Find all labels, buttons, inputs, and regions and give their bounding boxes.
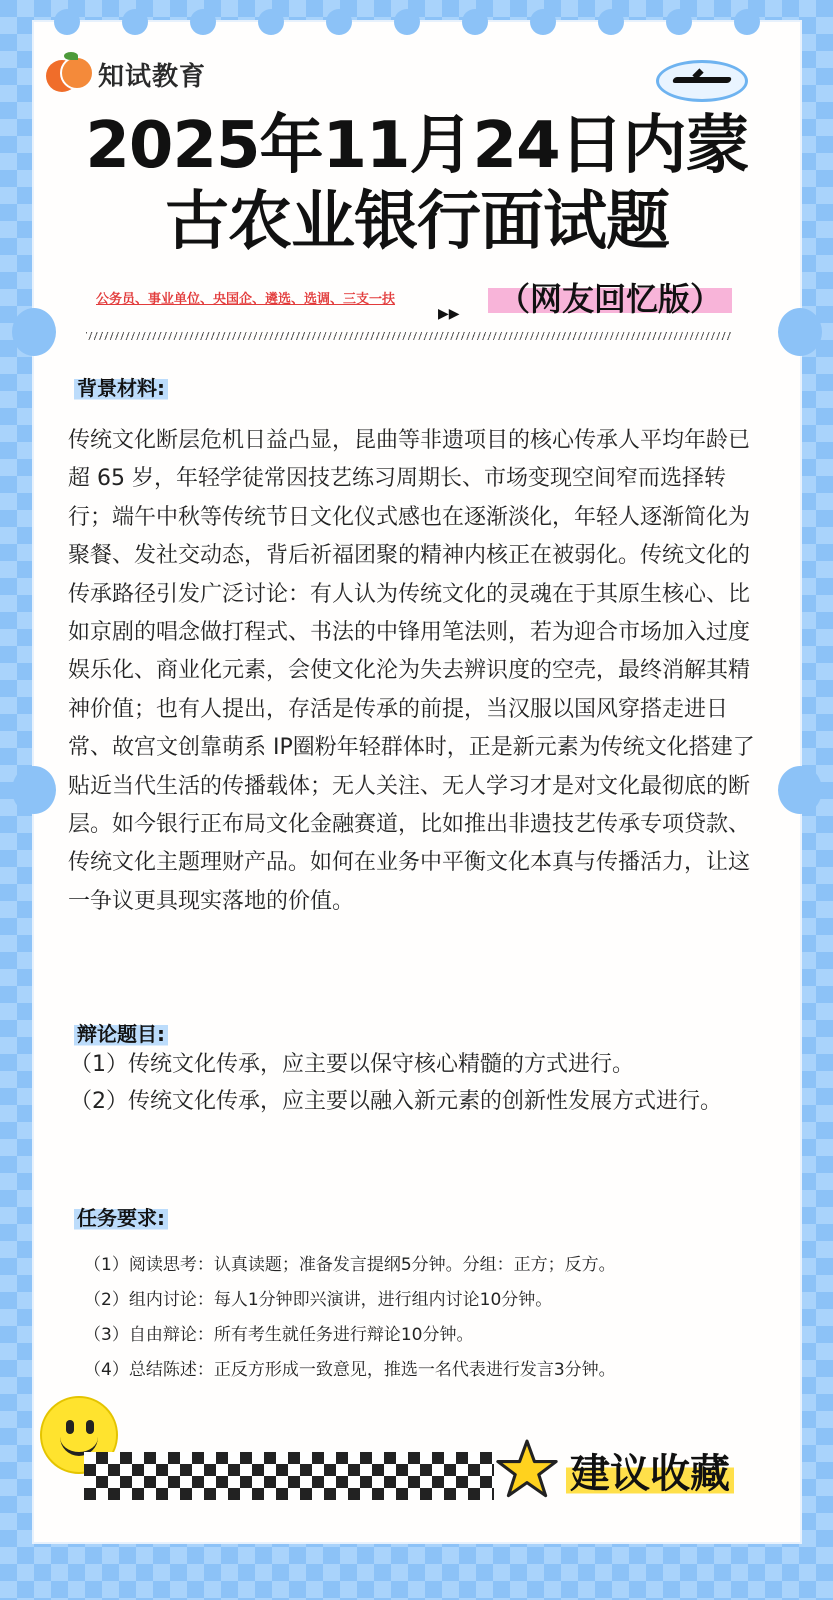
card-notch <box>530 9 556 35</box>
card-notch <box>394 9 420 35</box>
page-title <box>54 108 780 260</box>
brand-logo <box>44 52 206 96</box>
debate-item: （2）传统文化传承，应主要以融入新元素的创新性发展方式进行。 <box>70 1089 722 1114</box>
checker-strip <box>84 1452 494 1500</box>
card-notch <box>666 9 692 35</box>
task-item: （1）阅读思考：认真读题；准备发言提纲5分钟。分组：正方；反方。 <box>84 1255 616 1275</box>
task-item: （3）自由辩论：所有考生就任务进行辩论10分钟。 <box>84 1325 474 1345</box>
card-side-notch <box>778 766 822 814</box>
title-line-2: 古农业银行面试题 <box>165 185 669 259</box>
task-item: （2）组内讨论：每人1分钟即兴演讲，进行组内讨论10分钟。 <box>84 1290 553 1310</box>
card-notch <box>734 9 760 35</box>
title-line-1: 2025年11月24日内蒙 <box>85 109 749 183</box>
version-badge: （网友回忆版） <box>488 274 732 320</box>
task-list <box>84 1248 774 1388</box>
card-notch <box>462 9 488 35</box>
debate-item: （1）传统文化传承，应主要以保守核心精髓的方式进行。 <box>70 1052 634 1077</box>
card-notch <box>598 9 624 35</box>
task-item: （4）总结陈述：正反方形成一致意见，推选一名代表进行发言3分钟。 <box>84 1360 616 1380</box>
hatch-divider <box>86 332 732 340</box>
brand-name: 知试教育 <box>98 61 207 92</box>
card-notch <box>326 9 352 35</box>
background-label: 背景材料: <box>74 372 168 401</box>
card-notch <box>54 9 80 35</box>
play-arrows-icon: ▶▶ <box>438 306 460 322</box>
debate-label: 辩论题目: <box>74 1018 168 1047</box>
background-text: 传统文化断层危机日益凸显，昆曲等非遗项目的核心传承人平均年龄已超 65 岁，年轻学徒常因技艺练习周期长、市场变现空间窄而选择转行；端午中秋等传统节日文化仪式感也在逐渐淡化，年轻人逐渐简化为聚餐、发社交动态，背后祈福团聚的精神内核正在被弱化。传统文化的传承路径引发广泛讨论：有人认为传统文化的灵魂在于其原生核心、比如京剧的唱念做打程式、书法的中锋用笔法则，若为迎合市场加入过度娱乐化、商业化元素，会使文化沦为失去辨识度的空壳，最终消解其精神价值；也有人提出，存活是传承的前提，当汉服以国风穿搭走进日常、故宫文创靠萌系 IP圈粉年轻群体时，正是新元素为传统文化搭建了贴近当代生活的传播载体；无人关注、无人学习才是对文化最彻底的断层。如今银行正布局文化金融赛道，比如推出非遗技艺传承专项贷款、传统文化主题理财产品。如何在业务中平衡文化本真与传播活力，让这一争议更具现实落地的价值。 <box>68 428 755 914</box>
tasks-label: 任务要求: <box>74 1202 168 1231</box>
debate-topics <box>70 1046 760 1120</box>
bookmark-hint: 建议收藏 <box>566 1442 734 1499</box>
toggle-pill-icon <box>656 60 748 102</box>
category-list: 公务员、事业单位、央国企、遴选、选调、三支一扶 <box>96 292 396 307</box>
tomato-logo-icon <box>44 52 94 96</box>
card-notch <box>258 9 284 35</box>
card-side-notch <box>12 766 56 814</box>
poster-card <box>34 22 800 1542</box>
card-notch <box>190 9 216 35</box>
star-icon <box>496 1438 558 1500</box>
card-side-notch <box>778 308 822 356</box>
card-notch <box>122 9 148 35</box>
card-side-notch <box>12 308 56 356</box>
